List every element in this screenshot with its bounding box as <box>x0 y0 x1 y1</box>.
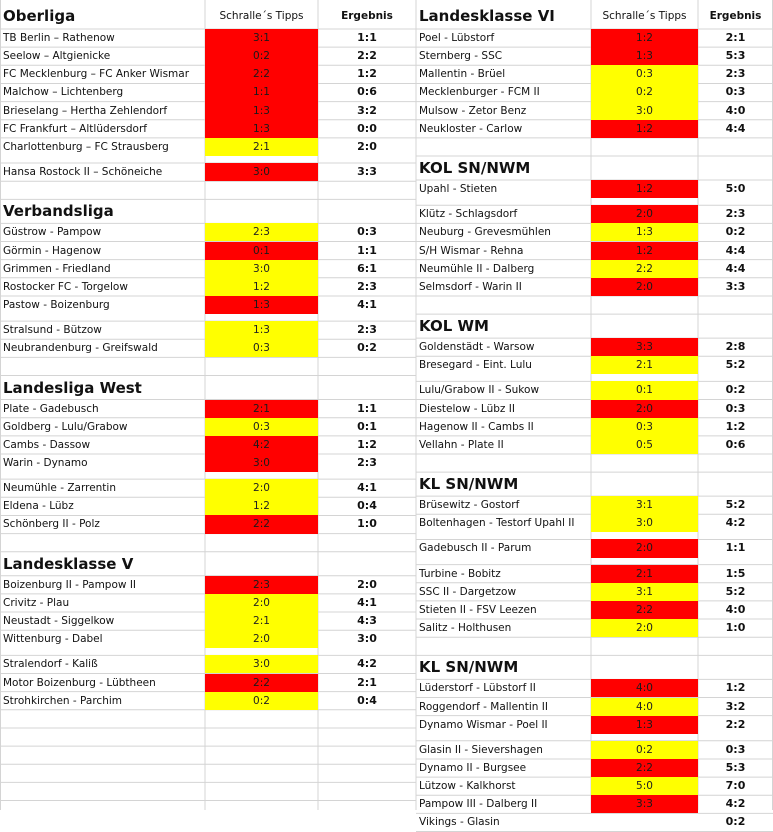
tipp-cell: 2:1 <box>591 356 698 374</box>
ergebnis-cell: 1:5 <box>725 566 746 580</box>
tipp-cell: 2:1 <box>591 565 698 583</box>
ergebnis-cell: 0:1 <box>357 419 377 433</box>
ergebnis-cell: 3:2 <box>357 103 377 117</box>
ergebnis-header: Ergebnis <box>341 10 393 22</box>
ergebnis-cell: 6:1 <box>357 261 377 275</box>
match-cell: Pastow - Boizenburg <box>3 298 110 311</box>
match-cell: Malchow – Lichtenberg <box>3 86 124 99</box>
tipp-cell: 1:3 <box>205 120 318 138</box>
match-cell: Stralendorf - Kaliß <box>3 658 98 671</box>
match-cell: Neukloster - Carlow <box>419 122 523 135</box>
ergebnis-cell: 0:3 <box>725 85 746 99</box>
match-cell: Görmin - Hagenow <box>3 244 102 257</box>
match-cell: Brieselang – Hertha Zehlendorf <box>3 104 168 117</box>
ergebnis-cell: 0:4 <box>357 693 377 707</box>
match-cell: Diestelow - Lübz II <box>419 402 515 415</box>
tipp-cell: 2:2 <box>205 65 318 83</box>
match-cell: Dynamo II - Burgsee <box>419 761 527 774</box>
match-cell: Upahl - Stieten <box>419 183 498 196</box>
ergebnis-cell: 4:2 <box>725 516 746 530</box>
tipp-cell: 2:0 <box>205 630 318 648</box>
ergebnis-cell: 1:0 <box>725 621 746 635</box>
ergebnis-cell: 2:8 <box>725 340 746 354</box>
match-cell: Motor Boizenburg - Lübtheen <box>3 676 156 689</box>
ergebnis-cell: 4:4 <box>725 121 746 135</box>
ergebnis-cell: 3:3 <box>357 165 377 179</box>
match-cell: Neumühle - Zarrentin <box>3 482 116 495</box>
tipp-cell: 1:2 <box>591 120 698 138</box>
ergebnis-cell: 5:2 <box>725 358 746 372</box>
match-cell: SSC II - Dargetzow <box>419 585 517 598</box>
match-cell: Neustadt - Siggelkow <box>3 615 115 628</box>
tipp-cell: 2:2 <box>591 601 698 619</box>
ergebnis-cell: 1:1 <box>725 541 746 555</box>
match-cell: Selmsdorf - Warin II <box>419 280 522 293</box>
tipp-cell: 2:2 <box>205 674 318 692</box>
tipp-cell: 3:3 <box>591 795 698 813</box>
tipp-cell: 3:0 <box>591 514 698 532</box>
ergebnis-cell: 1:2 <box>357 67 377 81</box>
match-cell: Güstrow - Pampow <box>3 226 102 239</box>
ergebnis-cell: 4:0 <box>725 103 746 117</box>
match-cell: Grimmen - Friedland <box>3 262 111 275</box>
match-cell: Dynamo Wismar - Poel II <box>419 718 548 731</box>
ergebnis-header: Ergebnis <box>709 10 762 22</box>
tipp-cell: 1:2 <box>205 278 318 296</box>
ergebnis-cell: 2:3 <box>357 279 377 293</box>
tipp-cell: 3:1 <box>591 583 698 601</box>
match-cell: Mulsow - Zetor Benz <box>419 104 527 117</box>
match-cell: Boltenhagen - Testorf Upahl II <box>419 517 575 530</box>
match-cell: Neubrandenburg - Greifswald <box>3 342 158 355</box>
match-cell: Warin - Dynamo <box>3 457 88 469</box>
ergebnis-cell: 5:3 <box>725 49 746 63</box>
match-cell: FC Mecklenburg – FC Anker Wismar <box>3 68 190 81</box>
tipp-cell: 5:0 <box>591 777 698 795</box>
tipp-cell: 4:0 <box>591 679 698 697</box>
ergebnis-cell: 0:3 <box>725 401 746 415</box>
match-cell: FC Frankfurt – Altlüdersdorf <box>3 122 147 135</box>
tipp-cell: 1:2 <box>591 180 698 198</box>
tipp-cell: 4:0 <box>591 698 698 716</box>
match-cell: Neumühle II - Dalberg <box>419 262 535 275</box>
tipp-cell: 2:1 <box>205 400 318 418</box>
tipp-cell: 1:2 <box>205 497 318 515</box>
tipp-cell: 2:1 <box>205 138 318 156</box>
match-cell: Bresegard - Eint. Lulu <box>419 359 532 372</box>
tipp-cell: 0:3 <box>205 339 318 357</box>
ergebnis-cell: 4:2 <box>725 797 746 811</box>
league-title: Verbandsliga <box>3 202 114 221</box>
league-title: Landesklasse V <box>3 554 134 573</box>
ergebnis-cell: 0:2 <box>725 815 746 829</box>
tipp-cell: 3:0 <box>205 260 318 278</box>
match-cell: Glasin II - Sievershagen <box>419 743 543 756</box>
ergebnis-cell: 1:2 <box>725 419 746 433</box>
tipp-cell: 0:2 <box>591 741 698 759</box>
ergebnis-cell: 0:6 <box>725 437 746 451</box>
tipp-cell: 2:2 <box>591 759 698 777</box>
ergebnis-cell: 4:1 <box>357 481 377 495</box>
match-cell: Stieten II - FSV Leezen <box>419 603 537 616</box>
tipp-cell: 2:0 <box>205 479 318 497</box>
tipp-cell: 0:5 <box>591 436 698 454</box>
league-title: Landesklasse VI <box>419 7 555 25</box>
tipp-cell: 2:0 <box>591 539 698 557</box>
match-cell: Salitz - Holthusen <box>419 622 512 635</box>
tipp-cell: 2:0 <box>591 400 698 418</box>
tipp-cell: 0:3 <box>591 65 698 83</box>
match-cell: TB Berlin – Rathenow <box>3 32 115 44</box>
ergebnis-cell: 2:1 <box>725 31 746 44</box>
ergebnis-cell: 1:1 <box>357 401 377 415</box>
tipp-cell: 1:3 <box>591 716 698 734</box>
ergebnis-cell: 5:2 <box>725 584 746 598</box>
tipp-cell: 3:3 <box>591 338 698 356</box>
ergebnis-cell: 3:3 <box>725 279 746 293</box>
tipp-cell <box>591 813 698 831</box>
tipp-cell: 3:0 <box>205 454 318 472</box>
ergebnis-cell: 0:6 <box>357 85 377 99</box>
match-cell: Cambs - Dassow <box>3 438 91 451</box>
tipp-cell: 2:2 <box>591 260 698 278</box>
match-cell: Neuburg - Grevesmühlen <box>419 226 551 239</box>
match-cell: Plate - Gadebusch <box>3 402 99 415</box>
ergebnis-cell: 2:3 <box>725 207 746 221</box>
tipp-cell: 1:3 <box>591 47 698 65</box>
match-cell: Vikings - Glasin <box>419 816 500 829</box>
tipp-cell: 1:2 <box>591 29 698 47</box>
ergebnis-cell: 4:2 <box>357 657 377 671</box>
match-cell: Goldberg - Lulu/Grabow <box>3 420 128 433</box>
ergebnis-cell: 4:1 <box>357 595 377 609</box>
match-cell: Mecklenburger - FCM II <box>419 86 540 99</box>
match-cell: Poel - Lübstorf <box>419 32 495 44</box>
ergebnis-cell: 0:2 <box>725 383 746 397</box>
match-cell: Crivitz - Plau <box>3 596 70 609</box>
match-cell: Gadebusch II - Parum <box>419 542 532 555</box>
tipp-cell: 2:0 <box>591 205 698 223</box>
tipp-cell: 0:3 <box>591 418 698 436</box>
ergebnis-cell: 2:3 <box>725 67 746 81</box>
tipp-cell: 1:1 <box>205 83 318 101</box>
ergebnis-cell: 0:2 <box>357 341 377 355</box>
ergebnis-cell: 1:1 <box>357 31 377 44</box>
ergebnis-cell: 4:0 <box>725 602 746 616</box>
tipp-cell: 1:3 <box>205 296 318 314</box>
tipp-cell: 2:0 <box>591 278 698 296</box>
match-cell: Stralsund - Bützow <box>3 324 102 337</box>
tipp-cell: 0:2 <box>205 692 318 710</box>
match-cell: Charlottenburg – FC Strausberg <box>3 140 169 153</box>
league-title: KOL WM <box>419 317 489 336</box>
ergebnis-cell: 5:2 <box>725 498 746 512</box>
match-cell: Boizenburg II - Pampow II <box>3 578 137 591</box>
ergebnis-cell: 2:0 <box>357 577 377 591</box>
match-cell: Wittenburg - Dabel <box>3 633 103 646</box>
match-cell: Goldenstädt - Warsow <box>419 341 535 354</box>
league-title: KOL SN/NWM <box>419 159 531 178</box>
ergebnis-cell: 0:3 <box>357 225 377 239</box>
match-cell: Eldena - Lübz <box>3 500 74 513</box>
match-cell: Lützow - Kalkhorst <box>419 780 516 793</box>
match-cell: Rostocker FC - Torgelow <box>3 280 128 293</box>
match-cell: Schönberg II - Polz <box>3 518 100 531</box>
match-cell: Mallentin - Brüel <box>419 68 506 81</box>
tipps-header: Schralle´s Tipps <box>602 10 687 22</box>
ergebnis-cell: 4:4 <box>725 243 746 257</box>
match-cell: Lulu/Grabow II - Sukow <box>419 384 540 397</box>
match-cell: S/H Wismar - Rehna <box>419 244 524 257</box>
tipp-cell: 2:1 <box>205 612 318 630</box>
tipp-cell: 2:0 <box>205 594 318 612</box>
ergebnis-cell: 0:0 <box>357 121 377 135</box>
match-cell: Lüderstorf - Lübstorf II <box>419 682 536 695</box>
match-cell: Seelow – Altgienicke <box>3 50 111 63</box>
tipp-cell: 3:0 <box>205 163 318 181</box>
match-cell: Roggendorf - Mallentin II <box>419 700 548 713</box>
ergebnis-cell: 4:4 <box>725 261 746 275</box>
ergebnis-cell: 2:2 <box>725 717 746 731</box>
ergebnis-cell: 2:3 <box>357 456 377 469</box>
ergebnis-cell: 1:2 <box>357 437 377 451</box>
tipp-cell: 2:0 <box>591 619 698 637</box>
tipp-cell: 3:0 <box>205 655 318 673</box>
tipp-cell: 1:3 <box>205 102 318 120</box>
tipp-cell: 0:2 <box>591 83 698 101</box>
ergebnis-cell: 1:2 <box>725 681 746 695</box>
league-title: Landesliga West <box>3 378 142 397</box>
tipp-cell: 0:3 <box>205 418 318 436</box>
match-cell: Hagenow II - Cambs II <box>419 420 534 433</box>
tipp-cell: 3:0 <box>591 102 698 120</box>
tipp-cell: 2:3 <box>205 576 318 594</box>
match-cell: Turbine - Bobitz <box>419 567 501 580</box>
tipp-cell: 1:2 <box>591 242 698 260</box>
tipp-cell: 2:3 <box>205 223 318 241</box>
ergebnis-cell: 3:0 <box>357 632 377 646</box>
ergebnis-cell: 0:2 <box>725 225 746 239</box>
match-cell: Pampow III - Dalberg II <box>419 798 538 811</box>
tipp-cell: 3:1 <box>591 496 698 514</box>
ergebnis-cell: 5:3 <box>725 760 746 774</box>
match-cell: Vellahn - Plate II <box>419 438 504 451</box>
tipp-cell: 2:2 <box>205 515 318 533</box>
tipps-header: Schralle´s Tipps <box>219 10 304 22</box>
league-title: KL SN/NWM <box>419 658 519 677</box>
match-cell: Strohkirchen - Parchim <box>3 694 122 707</box>
ergebnis-cell: 0:3 <box>725 742 746 756</box>
ergebnis-cell: 5:0 <box>725 182 746 196</box>
ergebnis-cell: 2:0 <box>357 139 377 153</box>
tipp-cell: 1:3 <box>591 223 698 241</box>
tipp-cell: 0:2 <box>205 47 318 65</box>
tipp-cell: 4:2 <box>205 436 318 454</box>
ergebnis-cell: 7:0 <box>725 779 746 793</box>
tipp-cell: 1:3 <box>205 321 318 339</box>
match-cell: Brüsewitz - Gostorf <box>419 499 520 512</box>
ergebnis-cell: 1:1 <box>357 243 377 257</box>
match-cell: Klütz - Schlagsdorf <box>419 208 518 221</box>
ergebnis-cell: 2:1 <box>357 675 377 689</box>
ergebnis-cell: 1:0 <box>357 517 377 531</box>
league-title: Oberliga <box>3 7 76 25</box>
ergebnis-cell: 4:3 <box>357 614 377 628</box>
match-cell: Hansa Rostock II – Schöneiche <box>3 166 163 179</box>
ergebnis-cell: 2:2 <box>357 49 377 63</box>
tipp-cell: 3:1 <box>205 29 318 47</box>
ergebnis-cell: 0:4 <box>357 499 377 513</box>
ergebnis-cell: 3:2 <box>725 699 746 713</box>
ergebnis-cell: 4:1 <box>357 297 377 311</box>
tipp-cell: 0:1 <box>591 381 698 399</box>
ergebnis-cell: 2:3 <box>357 323 377 337</box>
match-cell: Sternberg - SSC <box>419 50 503 63</box>
league-title: KL SN/NWM <box>419 475 519 494</box>
tipp-cell: 0:1 <box>205 242 318 260</box>
